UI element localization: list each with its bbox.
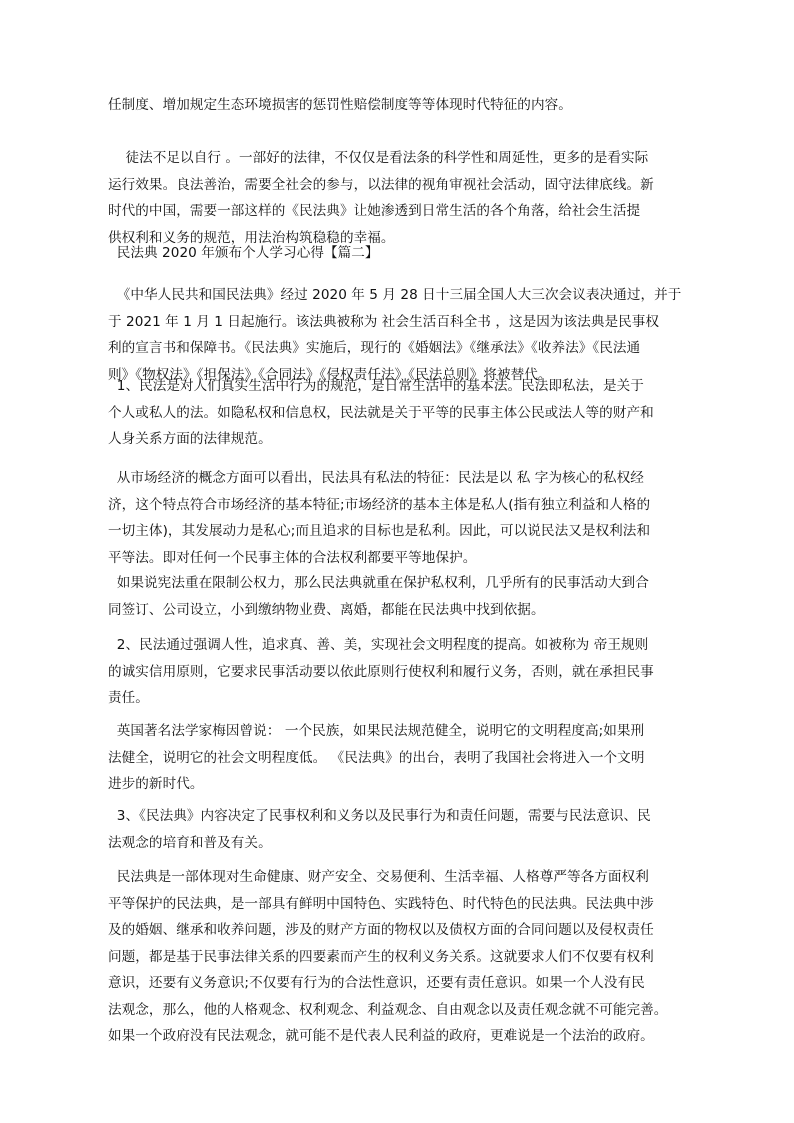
section-heading	[108, 240, 690, 267]
text-line: 民法典是一部体现对生命健康、财产安全、交易便利、生活幸福、人格尊严等各方面权利	[108, 869, 649, 885]
text-line: 2、民法通过强调人性，追求真、善、美，实现社会文明程度的提高。如被称为 帝王规则	[108, 637, 649, 653]
text-line: 利的宣言书和保障书。《民法典》实施后，现行的《婚姻法》《继承法》《收养法》《民法通	[108, 340, 641, 356]
text-line: 责任。	[108, 690, 149, 706]
paragraph-7	[108, 570, 690, 623]
text-line: 平等保护的民法典，是一部具有鲜明中国特色、实践特色、时代特色的民法典。民法典中涉	[108, 895, 654, 912]
text-line: 从市场经济的概念方面可以看出，民法具有私法的特征：民法是以 私 字为核心的私权经	[108, 470, 644, 486]
text-line: 法观念，那么，他的人格观念、权利观念、利益观念、自由观念以及责任观念就不可能完善。	[108, 1001, 668, 1018]
paragraph-5	[108, 373, 690, 453]
text-line: 供权利和义务的规范，用法治构筑稳稳的幸福。	[108, 229, 395, 246]
text-line: 个人或私人的法。如隐私权和信息权，民法就是关于平等的民事主体公民或法人等的财产和	[108, 404, 654, 421]
paragraph-11	[108, 864, 690, 1050]
text-line: 济，这个特点符合市场经济的基本特征;市场经济的基本主体是私人(指有独立利益和人格的	[108, 496, 651, 513]
paragraph-10	[108, 803, 690, 856]
text-line: 进步的新时代。	[108, 776, 204, 792]
text-line: 一切主体)，其发展动力是私心;而且追求的目标也是私利。因此，可以说民法又是权利法和	[108, 523, 651, 539]
text-line: 意识，还要有义务意识;不仅要有行为的合法性意识，还要有责任意识。如果一个人没有民	[108, 975, 645, 991]
text-line: 英国著名法学家梅因曾说： 一个民族，如果民法规范健全，说明它的文明程度高;如果刑	[108, 723, 645, 739]
text-line: 问题，都是基于民事法律关系的四要素而产生的权利义务关系。这就要求人们不仅要有权利	[108, 948, 654, 965]
text-line: 及的婚姻、继承和收养问题，涉及的财产方面的物权以及债权方面的合同问题以及侵权责任	[108, 922, 654, 938]
text-line: 同签订、公司设立，小到缴纳物业费、离婚，都能在民法典中找到依据。	[108, 601, 545, 618]
paragraph-2	[108, 145, 690, 251]
paragraph-8	[108, 632, 690, 712]
paragraph-1	[108, 92, 690, 119]
paragraph-6	[108, 465, 690, 571]
paragraph-9	[108, 718, 690, 798]
text-line: 《中华人民共和国民法典》经过 2020 年 5 月 28 日十三届全国人大三次会议表决通过，并于	[108, 287, 682, 303]
text-line: 的诚实信用原则，它要求民事活动要以依此原则行使权利和履行义务，否则，就在承担民事	[108, 663, 654, 680]
text-line: 如果说宪法重在限制公权力，那么民法典就重在保护私权利，几乎所有的民事活动大到合	[108, 575, 649, 591]
text-line: 人身关系方面的法律规范。	[108, 431, 272, 447]
heading-text: 民法典 2020 年颁布个人学习心得【篇二】	[108, 245, 379, 261]
text-line: 平等法。即对任何一个民事主体的合法权利都要平等地保护。	[108, 549, 477, 566]
text-line: 则》《物权法》《担保法》《合同法》《侵权责任法》《民法总则》将被替代。	[108, 366, 552, 383]
text-line: 法健全，说明它的社会文明程度低。 《民法典》的出台，表明了我国社会将进入一个文明	[108, 749, 645, 766]
text-line: 时代的中国，需要一部这样的《民法典》让她渗透到日常生活的各个角落，给社会生活提	[108, 203, 641, 219]
text-line: 徒法不足以自行 。一部好的法律，不仅仅是看法条的科学性和周延性，更多的是看实际	[108, 150, 649, 166]
text-line: 运行效果。良法善治，需要全社会的参与，以法律的视角审视社会活动，固守法律底线。新	[108, 176, 654, 193]
text-line: 1、民法是对人们真实生活中行为的规范，是日常生活中的基本法。民法即私法，是关于	[108, 378, 644, 394]
text-line: 如果一个政府没有民法观念，就可能不是代表人民利益的政府，更难说是一个法治的政府。	[108, 1028, 654, 1044]
text-line: 3、《民法典》内容决定了民事权利和义务以及民事行为和责任问题，需要与民法意识、民	[108, 808, 651, 824]
text-line: 法观念的培育和普及有关。	[108, 834, 272, 851]
text-line: 任制度、增加规定生态环境损害的惩罚性赔偿制度等等体现时代特征的内容。	[108, 97, 572, 113]
text-line: 于 2021 年 1 月 1 日起施行。该法典被称为 社会生活百科全书 ，这是因为该法典是民事权	[108, 313, 660, 330]
